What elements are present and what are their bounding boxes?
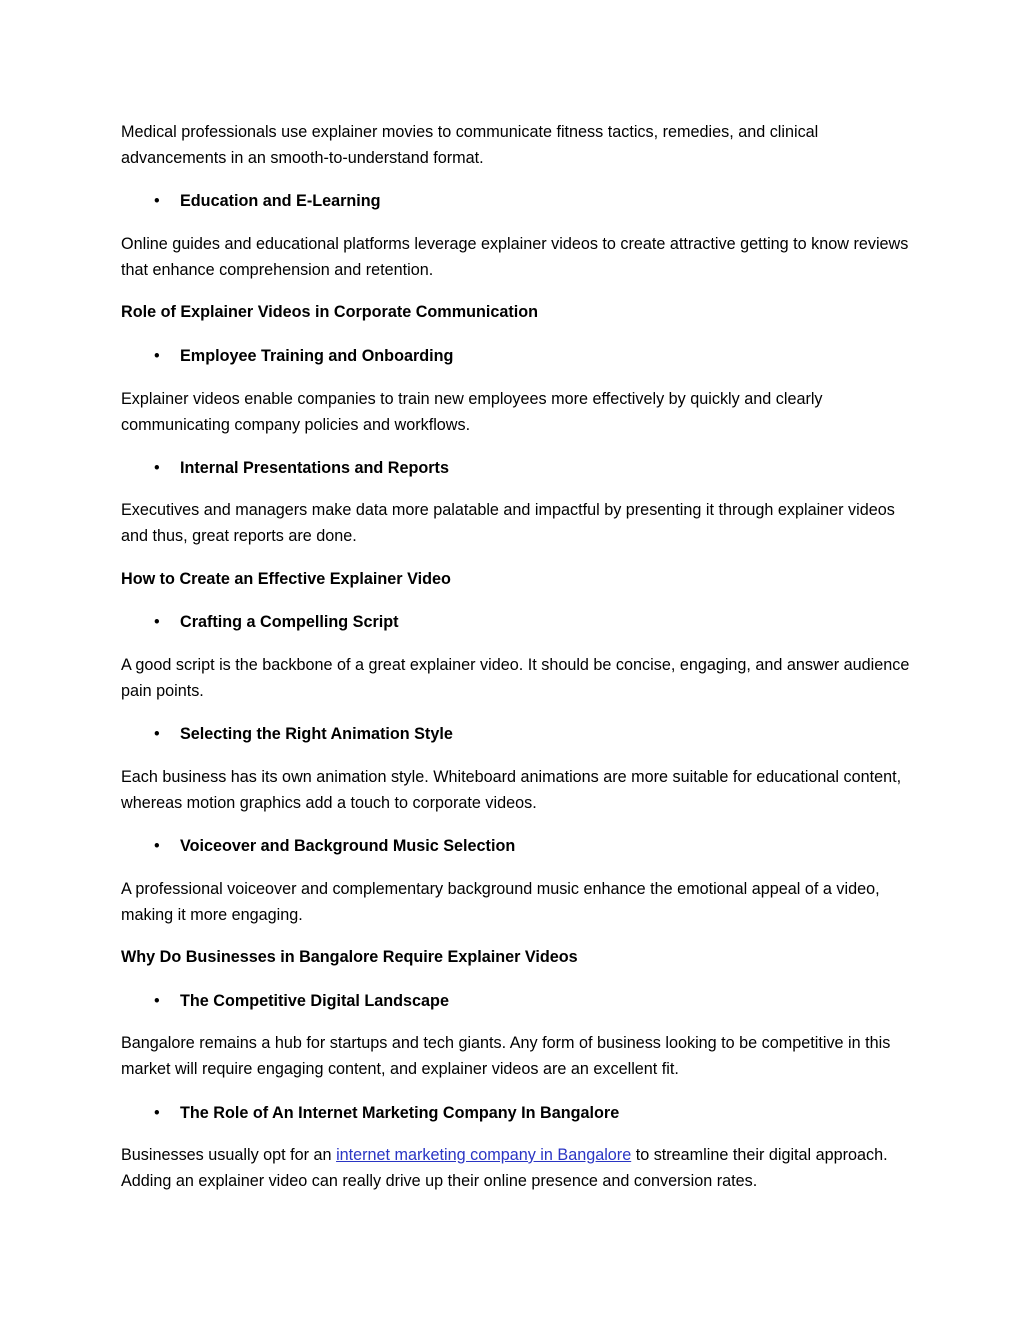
paragraph-education: Online guides and educational platforms leverage explainer videos to create attractive getting to know reviews that enhance comprehension and retention. xyxy=(121,235,909,279)
section-heading-create: How to Create an Effective Explainer Video xyxy=(121,570,451,588)
section-heading-corporate: Role of Explainer Videos in Corporate Communication xyxy=(121,303,539,321)
paragraph-text-after-link: to streamline their digital approach. Adding an explainer video can really drive up their online presence and conversion rates. xyxy=(121,1146,888,1190)
section-heading-bangalore: Why Do Businesses in Bangalore Require Explainer Videos xyxy=(121,948,578,966)
bullet-label: Internal Presentations and Reports xyxy=(180,459,449,477)
bullet-label: Crafting a Compelling Script xyxy=(180,613,399,631)
paragraph-internal-presentations: Executives and managers make data more palatable and impactful by presenting it through explainer videos and thus, great reports are done. xyxy=(121,501,895,545)
bullet-label: Voiceover and Background Music Selection xyxy=(180,837,516,855)
paragraph-internet-marketing xyxy=(121,1142,911,1194)
internet-marketing-link[interactable]: internet marketing company in Bangalore xyxy=(336,1146,632,1164)
bullet-dot: • xyxy=(154,192,160,210)
paragraph-voiceover: A professional voiceover and complementary background music enhance the emotional appeal of a video, making it more engaging. xyxy=(121,880,880,924)
paragraph-digital-landscape: Bangalore remains a hub for startups and tech giants. Any form of business looking to be competitive in this market will require engaging content, and explainer videos are an excellent fit. xyxy=(121,1034,891,1078)
bullet-dot: • xyxy=(154,837,160,855)
paragraph-script: A good script is the backbone of a great explainer video. It should be concise, engaging, and answer audience pain points. xyxy=(121,656,910,700)
bullet-label: The Competitive Digital Landscape xyxy=(180,992,449,1010)
bullet-dot: • xyxy=(154,992,160,1010)
bullet-label: Education and E-Learning xyxy=(180,192,381,210)
bullet-dot: • xyxy=(154,725,160,743)
paragraph-healthcare: Medical professionals use explainer movies to communicate fitness tactics, remedies, and clinical advancements in an smooth-to-understand format. xyxy=(121,123,819,167)
bullet-dot: • xyxy=(154,459,160,477)
paragraph-employee-training: Explainer videos enable companies to train new employees more effectively by quickly and clearly communicating company policies and workflows. xyxy=(121,390,823,434)
bullet-label: Employee Training and Onboarding xyxy=(180,347,454,365)
bullet-label: The Role of An Internet Marketing Company In Bangalore xyxy=(180,1104,620,1122)
bullet-label: Selecting the Right Animation Style xyxy=(180,725,453,743)
paragraph-animation-style: Each business has its own animation style. Whiteboard animations are more suitable for educational content, whereas motion graphics add a touch to corporate videos. xyxy=(121,768,902,812)
bullet-dot: • xyxy=(154,347,160,365)
bullet-dot: • xyxy=(154,1104,160,1122)
bullet-dot: • xyxy=(154,613,160,631)
paragraph-text-before-link: Businesses usually opt for an xyxy=(121,1146,337,1164)
